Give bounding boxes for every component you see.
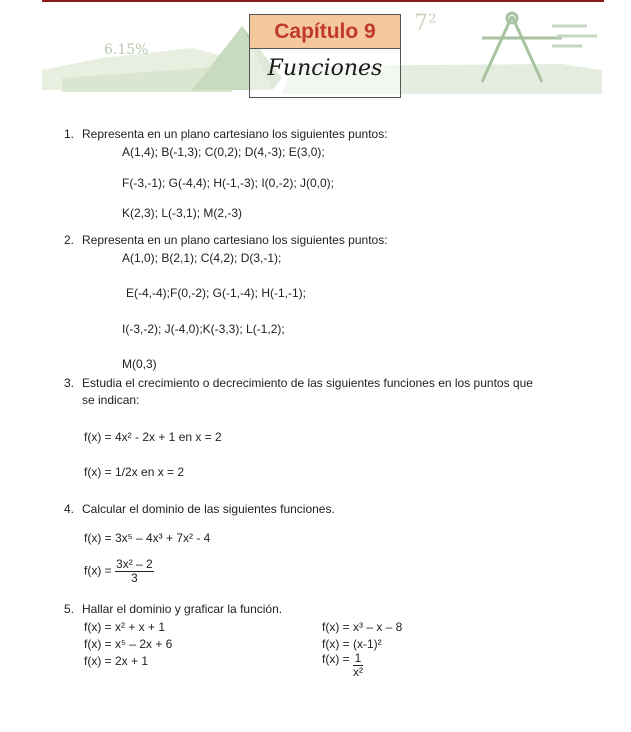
banner-number: 6.15% xyxy=(104,42,149,58)
exercise-5-left-line: f(x) = x² + x + 1 xyxy=(84,620,166,634)
exercise-1-number: 1. xyxy=(64,127,75,141)
fraction xyxy=(115,558,154,585)
exercise-3-text: Estudia el crecimiento o decrecimiento de las siguientes funciones en los puntos que xyxy=(82,376,533,390)
exercise-4-line: f(x) = 3x⁵ – 4x³ + 7x² - 4 xyxy=(84,531,211,545)
exercise-4-fraction-line xyxy=(84,558,154,585)
exercise-1-line: K(2,3); L(-3,1); M(2,-3) xyxy=(122,206,243,220)
exercise-3-text-cont: se indican: xyxy=(82,393,140,407)
exercise-3-line: f(x) = 4x² - 2x + 1 en x = 2 xyxy=(84,430,222,444)
exercise-5-number: 5. xyxy=(64,602,75,616)
exercise-1-line: F(-3,-1); G(-4,4); H(-1,-3); I(0,-2); J(0,0); xyxy=(122,176,335,190)
exercise-5-left-line: f(x) = x⁵ – 2x + 6 xyxy=(84,637,173,651)
exercise-5-right-fraction-line xyxy=(322,652,363,679)
exercise-5-left-line: f(x) = 2x + 1 xyxy=(84,654,149,668)
exercise-3-number: 3. xyxy=(64,376,75,390)
exercise-1-line: A(1,4); B(-1,3); C(0,2); D(4,-3); E(3,0); xyxy=(122,145,325,159)
fraction-numerator: 1 xyxy=(354,651,362,665)
exercise-4-number: 4. xyxy=(64,502,75,516)
fraction-denominator: x² xyxy=(353,665,364,679)
exercise-2-line: A(1,0); B(2,1); C(4,2); D(3,-1); xyxy=(122,251,282,265)
exercise-4-text: Calcular el dominio de las siguientes funciones. xyxy=(82,502,335,516)
exercise-5-right-line: f(x) = x³ – x – 8 xyxy=(322,620,403,634)
exercise-3-line: f(x) = 1/2x en x = 2 xyxy=(84,465,185,479)
fraction xyxy=(353,652,363,679)
exercise-2-line: I(-3,-2); J(-4,0);K(-3,3); L(-1,2); xyxy=(122,322,285,336)
exercise-2-text: Representa en un plano cartesiano los siguientes puntos: xyxy=(82,233,388,247)
exercise-5-right-line: f(x) = (x-1)² xyxy=(322,637,382,651)
exercise-2-line: E(-4,-4);F(0,-2); G(-1,-4); H(-1,-1); xyxy=(126,286,307,300)
chapter-title-box xyxy=(249,14,401,98)
exercise-5-text: Hallar el dominio y graficar la función. xyxy=(82,602,283,616)
fraction-denominator: 3 xyxy=(131,571,138,585)
chapter-topic: Funciones xyxy=(267,56,383,81)
chapter-label: Capítulo 9 xyxy=(250,15,400,49)
fraction-numerator: 3x² – 2 xyxy=(116,557,153,571)
exercise-1-text: Representa en un plano cartesiano los siguientes puntos: xyxy=(82,127,388,141)
top-rule xyxy=(42,0,604,2)
exercise-4-frac-prefix: f(x) = xyxy=(84,563,112,578)
exercise-5-frac-prefix: f(x) = xyxy=(322,652,350,666)
exercise-2-line: M(0,3) xyxy=(122,357,157,371)
exercise-2-number: 2. xyxy=(64,233,75,247)
banner-power: 7² xyxy=(414,11,437,36)
